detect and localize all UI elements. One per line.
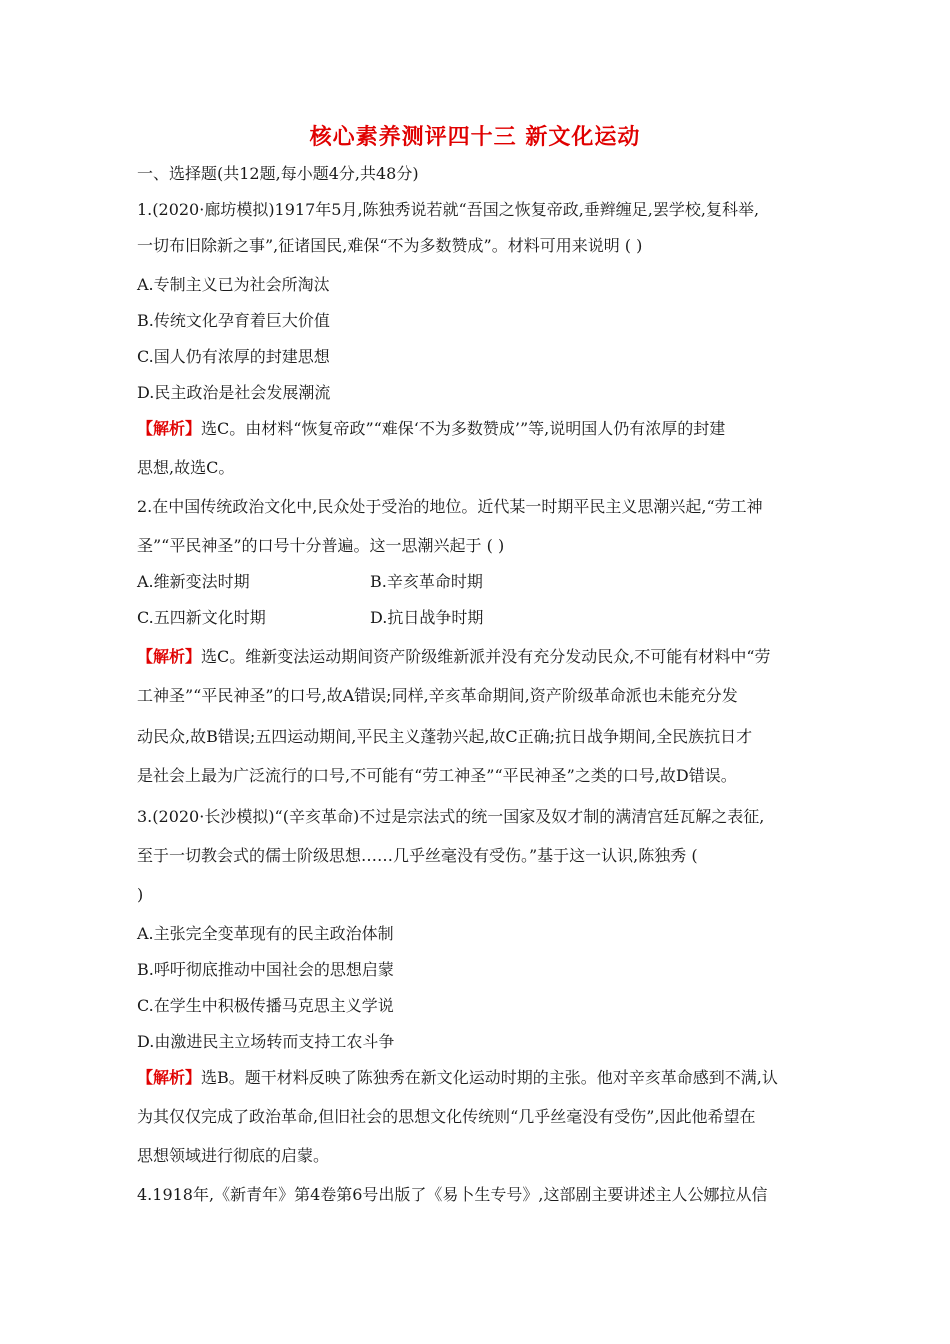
page-title: 核心素养测评四十三 新文化运动 <box>309 125 641 150</box>
q3-analysis-line-2: 为其仅仅完成了政治革命,但旧社会的思想文化传统则“几乎丝毫没有受伤”,因此他希望在 <box>137 1107 756 1126</box>
q3-option-c: C.在学生中积极传播马克思主义学说 <box>137 996 394 1015</box>
q2-option-d: D.抗日战争时期 <box>370 608 484 627</box>
q3-stem-line-3: ) <box>137 885 144 904</box>
q1-analysis-line-2: 思想,故选C。 <box>137 458 235 477</box>
q1-analysis-text: 选C。由材料“恢复帝政”“难保‘不为多数赞成’”等,说明国人仍有浓厚的封建 <box>201 419 726 438</box>
q3-stem-line-2: 至于一切教会式的儒士阶级思想……几乎丝毫没有受伤。”基于这一认识,陈独秀 ( <box>137 846 698 865</box>
q2-analysis-line-1 <box>137 645 827 669</box>
q2-analysis-text: 选C。维新变法运动期间资产阶级维新派并没有充分发动民众,不可能有材料中“劳 <box>201 647 771 666</box>
q2-options-row-2 <box>137 606 827 630</box>
q3-analysis-text: 选B。题干材料反映了陈独秀在新文化运动时期的主张。他对辛亥革命感到不满,认 <box>201 1068 778 1087</box>
q1-option-b: B.传统文化孕育着巨大价值 <box>137 311 330 330</box>
q3-option-a: A.主张完全变革现有的民主政治体制 <box>137 924 394 943</box>
q2-option-c: C.五四新文化时期 <box>137 608 266 627</box>
analysis-tag: 【解析】 <box>137 1068 202 1087</box>
q3-stem-line-1: 3.(2020·长沙模拟)“(辛亥革命)不过是宗法式的统一国家及奴才制的满清宫廷瓦解之表征, <box>137 807 765 826</box>
q1-stem-line-2: 一切布旧除新之事”,征诸国民,难保“不为多数赞成”。材料可用来说明 ( ) <box>137 236 643 255</box>
q4-stem-line-1: 4.1918年,《新青年》第4卷第6号出版了《易卜生专号》,这部剧主要讲述主人公娜拉从信 <box>137 1185 768 1204</box>
q1-option-c: C.国人仍有浓厚的封建思想 <box>137 347 330 366</box>
q2-stem-line-1: 2.在中国传统政治文化中,民众处于受治的地位。近代某一时期平民主义思潮兴起,“劳工神 <box>137 497 763 516</box>
analysis-tag: 【解析】 <box>137 647 202 666</box>
q1-option-d: D.民主政治是社会发展潮流 <box>137 383 331 402</box>
q2-options-row-1 <box>137 570 827 594</box>
q1-stem-line-1: 1.(2020·廊坊模拟)1917年5月,陈独秀说若就“吾国之恢复帝政,垂辫缠足,罢学校,复科举, <box>137 200 760 219</box>
q2-analysis-line-4: 是社会上最为广泛流行的口号,不可能有“劳工神圣”“平民神圣”之类的口号,故D错误。 <box>137 766 737 785</box>
q2-analysis-line-3: 动民众,故B错误;五四运动期间,平民主义蓬勃兴起,故C正确;抗日战争期间,全民族抗日才 <box>137 727 753 746</box>
q2-analysis-line-2: 工神圣”“平民神圣”的口号,故A错误;同样,辛亥革命期间,资产阶级革命派也未能充分发 <box>137 686 738 705</box>
q3-analysis-line-1 <box>137 1066 827 1090</box>
analysis-tag: 【解析】 <box>137 419 202 438</box>
q3-option-d: D.由激进民主立场转而支持工农斗争 <box>137 1032 395 1051</box>
q2-stem-line-2: 圣”“平民神圣”的口号十分普遍。这一思潮兴起于 ( ) <box>137 536 505 555</box>
q1-option-a: A.专制主义已为社会所淘汰 <box>137 275 330 294</box>
q2-option-a: A.维新变法时期 <box>137 572 250 591</box>
q3-analysis-line-3: 思想领域进行彻底的启蒙。 <box>137 1146 330 1165</box>
q3-option-b: B.呼吁彻底推动中国社会的思想启蒙 <box>137 960 394 979</box>
q1-analysis-line-1 <box>137 417 827 441</box>
section-heading: 一、选择题(共12题,每小题4分,共48分) <box>137 164 419 183</box>
q2-option-b: B.辛亥革命时期 <box>370 572 483 591</box>
